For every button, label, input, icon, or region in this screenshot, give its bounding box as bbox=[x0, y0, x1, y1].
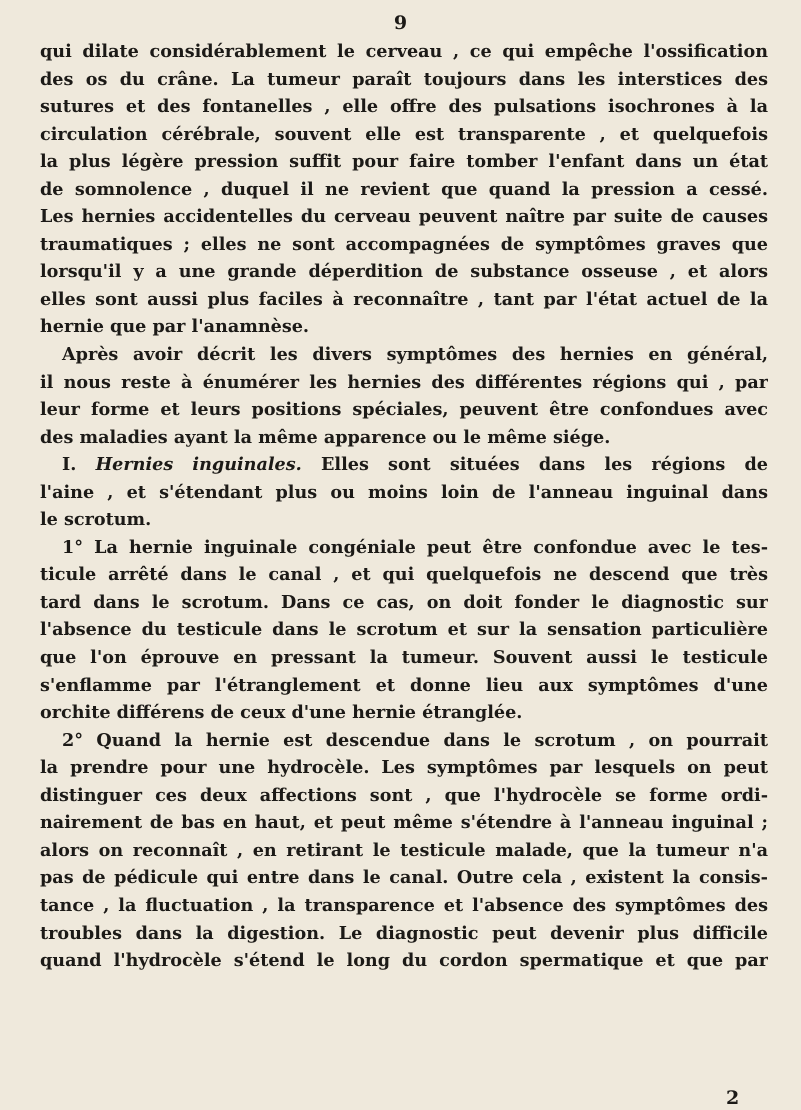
text-line: quand l'hydrocèle s'étend le long du cordon spermatique et que par bbox=[40, 950, 768, 972]
text-line: elles sont aussi plus faciles à reconnaître , tant par l'état actuel de la bbox=[40, 288, 768, 310]
text-line: qui dilate considérablement le cerveau , ce qui empêche l'ossification bbox=[40, 41, 768, 62]
text-line: 1° La hernie inguinale congéniale peut être confondue avec le tes- bbox=[62, 536, 768, 558]
text-line: tard dans le scrotum. Dans ce cas, on doit fonder le diagnostic sur bbox=[40, 591, 768, 613]
text-line: distinguer ces deux affections sont , que l'hydrocèle se forme ordi- bbox=[40, 784, 768, 806]
page-number: 9 bbox=[393, 12, 408, 34]
text-line: troubles dans la digestion. Le diagnostic peut devenir plus difficile bbox=[40, 922, 768, 944]
text-line: alors on reconnaît , en retirant le testicule malade, que la tumeur n'a bbox=[40, 839, 768, 861]
text-line: traumatiques ; elles ne sont accompagnées de symptômes graves que bbox=[40, 233, 768, 255]
text-line: des os du crâne. La tumeur paraît toujours dans les interstices des bbox=[40, 68, 768, 90]
text-line: il nous reste à énumérer les hernies des différentes régions qui , par bbox=[40, 371, 768, 393]
text-line: la prendre pour une hydrocèle. Les symptômes par lesquels on peut bbox=[40, 757, 768, 779]
text-line: sutures et des fontanelles , elle offre des pulsations isochrones à la bbox=[40, 96, 768, 118]
text-line: Elles sont situées dans les régions de bbox=[320, 454, 768, 476]
text-line: de somnolence , duquel il ne revient que quand la pression a cessé. bbox=[40, 178, 768, 200]
text-line: l'absence du testicule dans le scrotum et sur la sensation particulière bbox=[40, 619, 768, 641]
section-title: Hernies inguinales. bbox=[95, 454, 302, 476]
text-line: la plus légère pression suffit pour faire tomber l'enfant dans un état bbox=[40, 151, 768, 173]
text-line: tance , la fluctuation , la transparence et l'absence des symptômes des bbox=[40, 894, 768, 916]
text-line: orchite différens de ceux d'une hernie étranglée. bbox=[40, 702, 523, 724]
text-line: le scrotum. bbox=[40, 509, 152, 531]
text-line: des maladies ayant la même apparence ou le même siége. bbox=[40, 426, 611, 448]
body-text bbox=[40, 38, 768, 975]
section-number: I. bbox=[62, 454, 77, 476]
text-line: circulation cérébrale, souvent elle est transparente , et quelquefois bbox=[40, 123, 768, 145]
text-line: Les hernies accidentelles du cerveau peuvent naître par suite de causes bbox=[40, 206, 768, 228]
text-line: lorsqu'il y a une grande déperdition de substance osseuse , et alors bbox=[40, 261, 768, 283]
text-line: nairement de bas en haut, et peut même s'étendre à l'anneau inguinal ; bbox=[40, 812, 768, 834]
section-heading-line bbox=[40, 451, 768, 479]
text-line: 2° Quand la hernie est descendue dans le scrotum , on pourrait bbox=[62, 729, 768, 751]
text-line: leur forme et leurs positions spéciales, peuvent être confondues avec bbox=[40, 399, 768, 421]
text-line: pas de pédicule qui entre dans le canal. Outre cela , existent la consis- bbox=[40, 867, 768, 889]
signature-mark: 2 bbox=[726, 1087, 740, 1109]
text-line: que l'on éprouve en pressant la tumeur. Souvent aussi le testicule bbox=[40, 647, 768, 669]
text-line: hernie que par l'anamnèse. bbox=[40, 316, 310, 338]
text-line: ticule arrêté dans le canal , et qui quelquefois ne descend que très bbox=[40, 564, 768, 586]
text-line: s'enflamme par l'étranglement et donne lieu aux symptômes d'une bbox=[40, 674, 768, 696]
text-line: l'aine , et s'étendant plus ou moins loin de l'anneau inguinal dans bbox=[40, 481, 768, 503]
text-line: Après avoir décrit les divers symptômes des hernies en général, bbox=[62, 344, 768, 366]
